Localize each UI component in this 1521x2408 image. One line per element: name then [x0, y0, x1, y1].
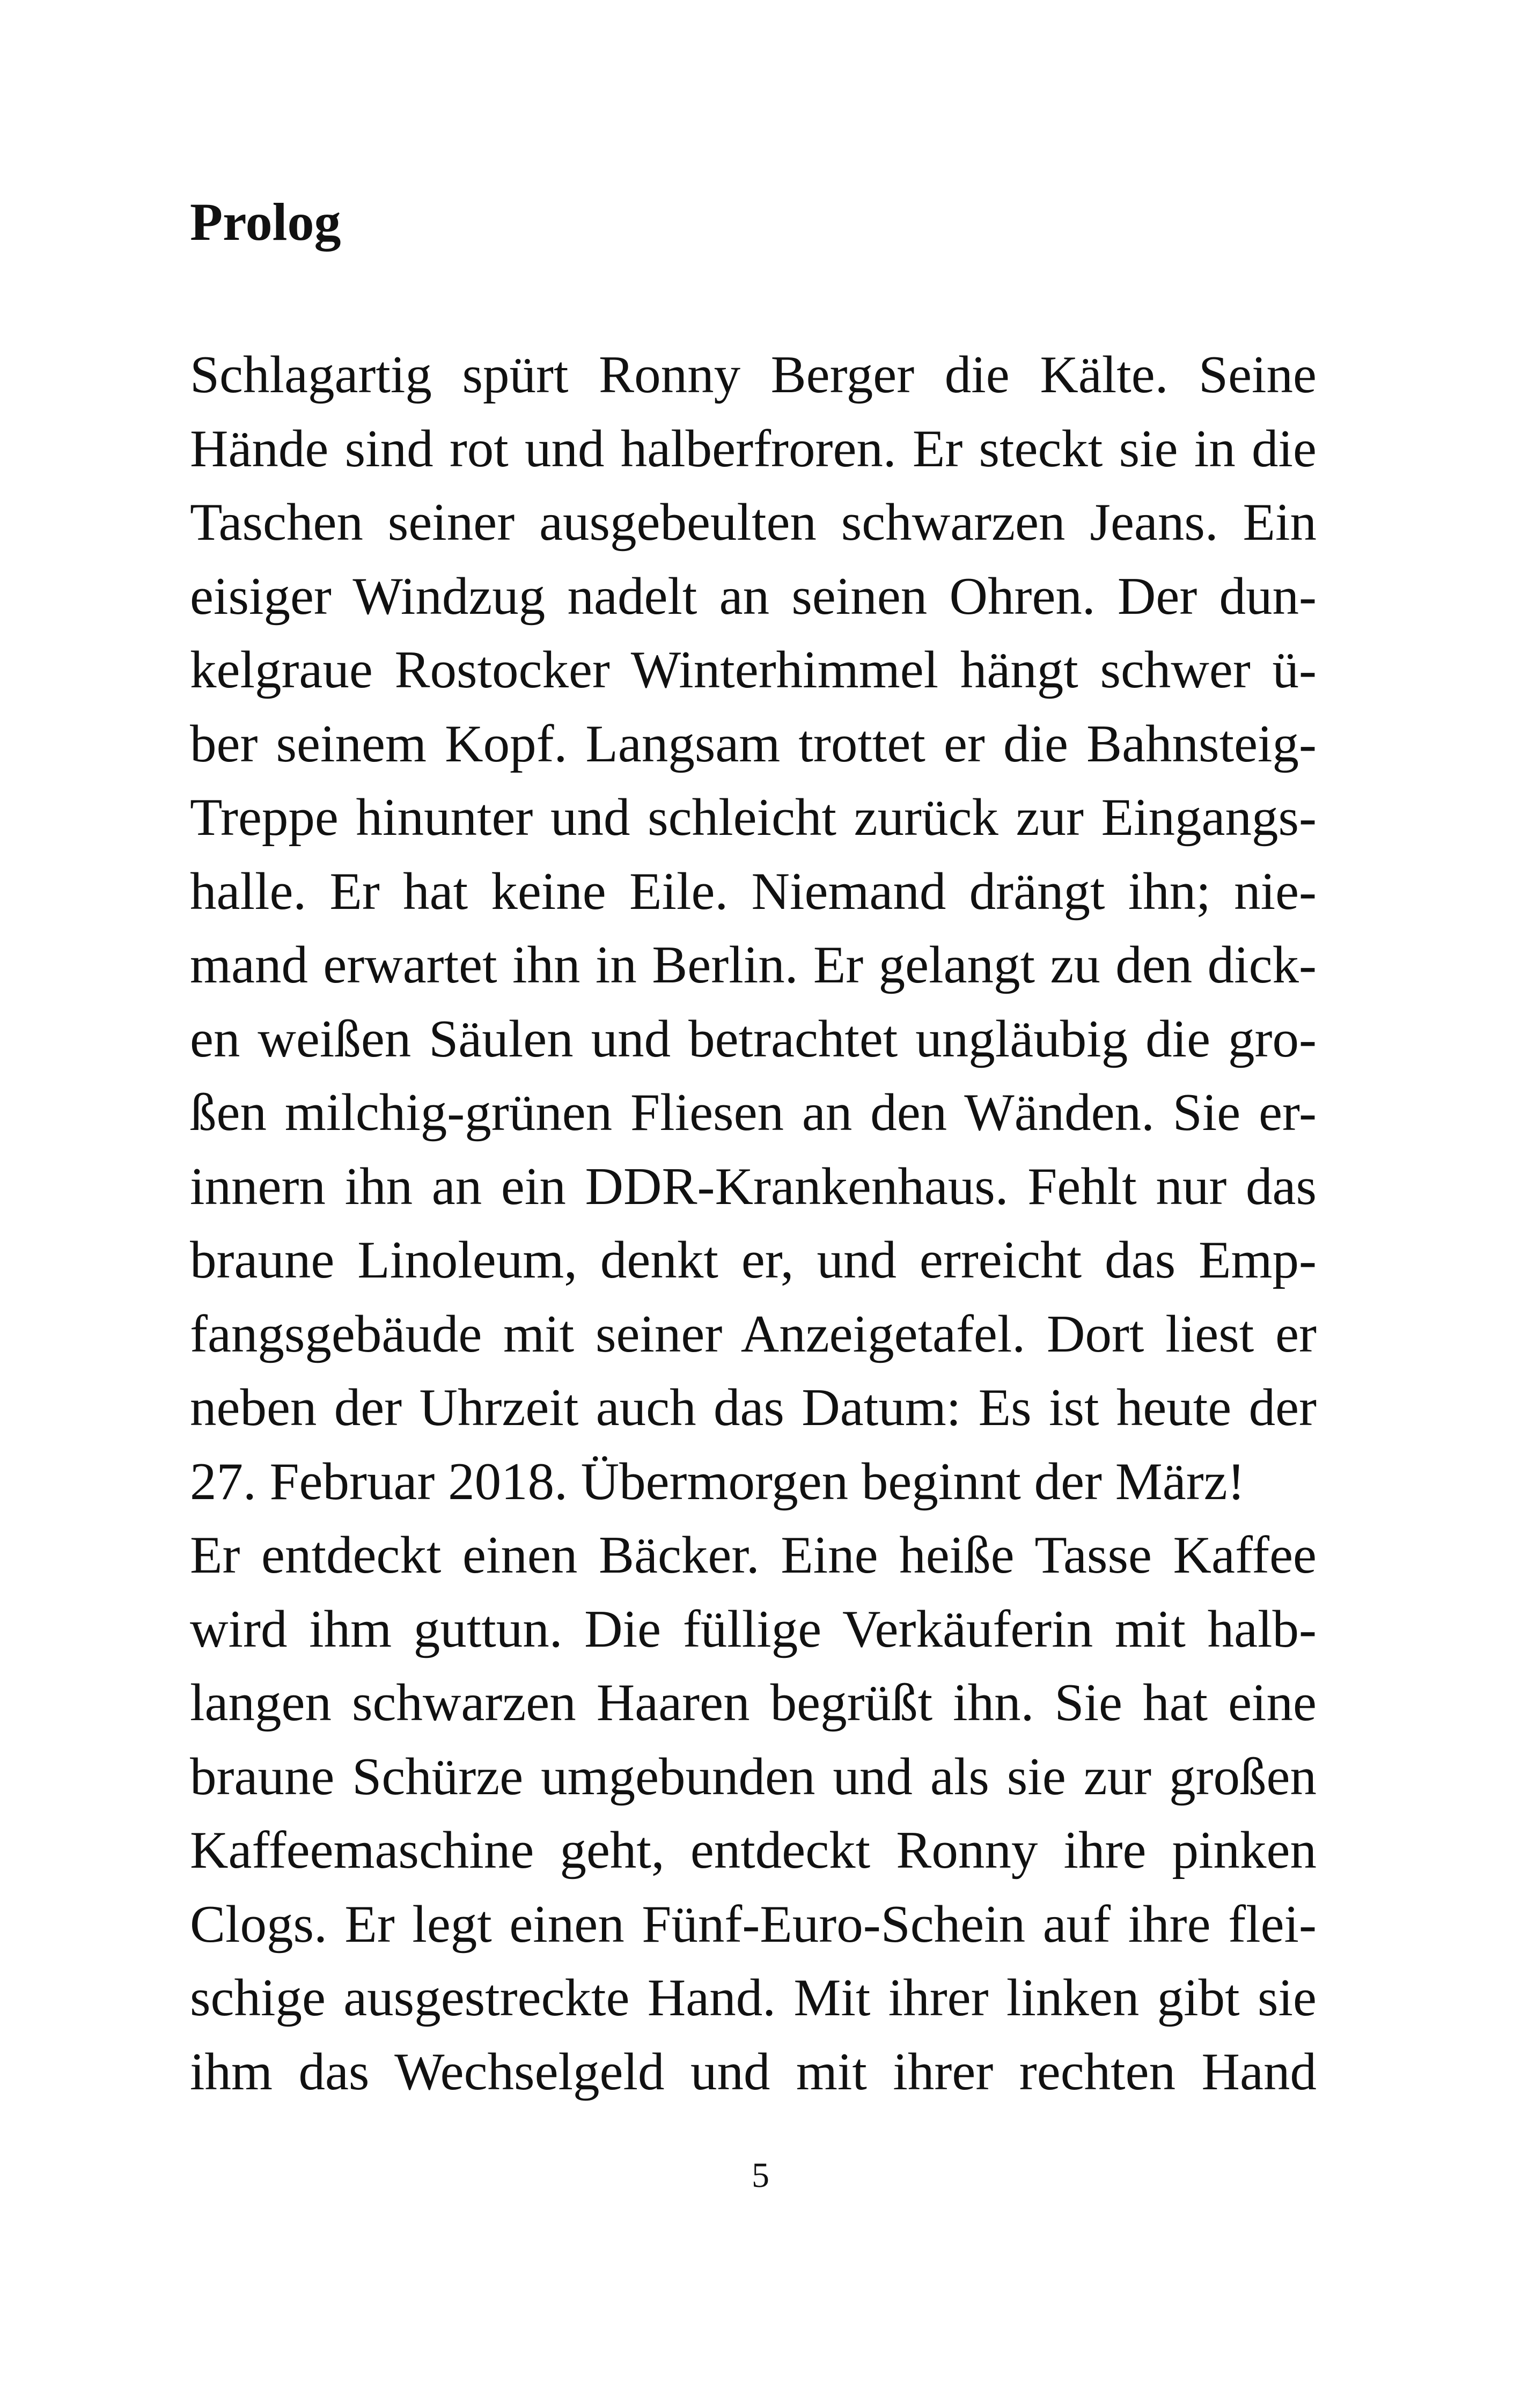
text-line: en weißen Säulen und betrachtet ungläubig die gro- — [190, 1009, 1317, 1068]
text-line: braune Linoleum, denkt er, und erreicht das Emp- — [190, 1231, 1317, 1289]
text-line: kelgraue Rostocker Winterhimmel hängt schwer ü- — [190, 641, 1317, 699]
page-number: 5 — [752, 2156, 769, 2195]
text-line: Treppe hinunter und schleicht zurück zur Eingangs- — [190, 788, 1317, 847]
text-line: Er entdeckt einen Bäcker. Eine heiße Tasse Kaffee — [190, 1526, 1317, 1584]
text-line: ßen milchig-grünen Fliesen an den Wänden. Sie er- — [190, 1083, 1317, 1142]
text-line: schige ausgestreckte Hand. Mit ihrer linken gibt sie — [190, 1969, 1317, 2027]
text-line: innern ihn an ein DDR-Krankenhaus. Fehlt nur das — [190, 1157, 1317, 1216]
text-line: wird ihm guttun. Die füllige Verkäuferin mit halb- — [190, 1599, 1317, 1658]
text-line: neben der Uhrzeit auch das Datum: Es ist heute der — [190, 1378, 1317, 1437]
text-line: ihm das Wechselgeld und mit ihrer rechten Hand — [190, 2042, 1317, 2101]
text-line: Taschen seiner ausgebeulten schwarzen Jeans. Ein — [190, 493, 1317, 552]
text-line: mand erwartet ihn in Berlin. Er gelangt zu den dick- — [190, 936, 1317, 994]
text-line: eisiger Windzug nadelt an seinen Ohren. Der dun- — [190, 567, 1317, 626]
chapter-heading: Prolog — [190, 192, 341, 252]
text-line: langen schwarzen Haaren begrüßt ihn. Sie hat eine — [190, 1673, 1317, 1732]
text-line: halle. Er hat keine Eile. Niemand drängt ihn; nie- — [190, 862, 1317, 921]
body-text — [190, 338, 1317, 2109]
text-line: braune Schürze umgebunden und als sie zur großen — [190, 1747, 1317, 1806]
text-line: ber seinem Kopf. Langsam trottet er die Bahnsteig- — [190, 714, 1317, 773]
text-line: Hände sind rot und halberfroren. Er steckt sie in die — [190, 419, 1317, 478]
text-line: Schlagartig spürt Ronny Berger die Kälte. Seine — [190, 346, 1317, 404]
text-line: Clogs. Er legt einen Fünf-Euro-Schein auf ihre flei- — [190, 1895, 1317, 1954]
text-line: 27. Februar 2018. Übermorgen beginnt der März! — [190, 1452, 1245, 1511]
text-line: Kaffeemaschine geht, entdeckt Ronny ihre pinken — [190, 1821, 1317, 1880]
text-line: fangsgebäude mit seiner Anzeigetafel. Dort liest er — [190, 1304, 1317, 1363]
